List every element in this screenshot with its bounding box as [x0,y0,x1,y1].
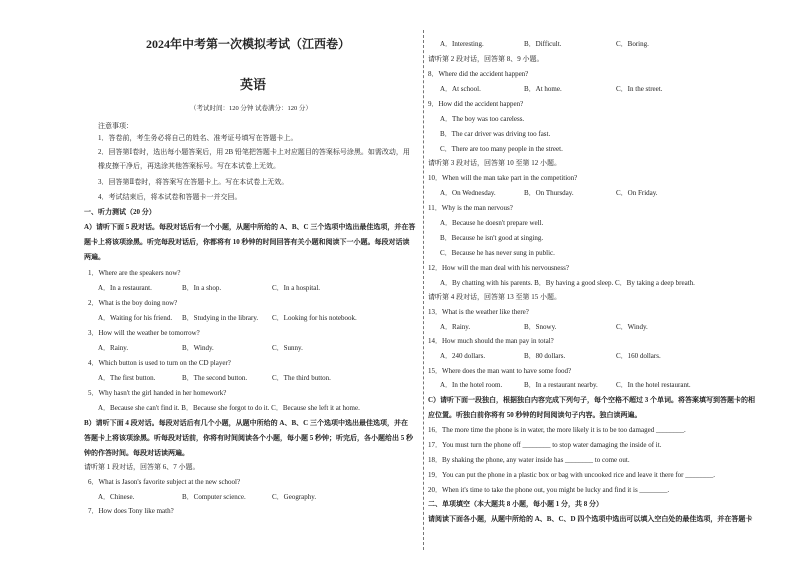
option-a: A．At school. [440,85,481,93]
question-14: 14．How much should the man pay in total? [428,337,554,345]
note-1: 1．答卷前，考生务必将自己的姓名、准考证号填写在答题卡上。 [98,134,298,142]
section-single-choice-instr: 请阅读下面各小题，从题中所给的 A、B、C、D 四个选项中选出可以填入空白处的最佳选项，并在答题卡 [428,515,753,523]
option-a: A．In the hotel room. [440,381,503,389]
option-c: C．In a hospital. [272,284,321,292]
option-c: C．On Friday. [616,189,658,197]
section-a-instr: 两遍。 [84,253,105,261]
listen-instruction: 请听第 3 段对话，回答第 10 至第 12 小题。 [428,159,561,167]
question-12-options: A．By chatting with his parents. B．By having a good sleep. C．By taking a deep breath. [440,279,695,287]
option-b: B．Because he isn't good at singing. [440,234,544,242]
section-b-instr: B）请听下面 4 段对话。每段对话后有几个小题，从题中所给的 A、B、C 三个选项中选出最佳选项，并在 [84,419,408,427]
option-b: B．The second button. [182,374,248,382]
option-b: B．Studying in the library. [182,314,259,322]
option-c: C．Boring. [616,40,649,48]
option-c: C．Geography. [272,493,317,501]
question-10: 10．When will the man take part in the competition? [428,174,578,182]
section-a-instr: A）请听下面 5 段对话。每段对话后有一个小题，从题中所给的 A、B、C 三个选项中选出最佳选项，并在答 [84,223,416,231]
section-c-instr: C）请听下面一段独白，根据独白内容完成下列句子，每个空格不超过 3 个单词。将答案填写到答题卡的相 [428,396,756,404]
option-a: A．Interesting. [440,40,484,48]
question-1: 1．Where are the speakers now? [88,269,181,277]
option-c: C．In the street. [616,85,663,93]
question-6: 6．What is Jason's favorite subject at the new school? [88,478,241,486]
question-20: 20．When it's time to take the phone out, you might be lucky and find it is ________. [428,486,670,494]
option-a: A．Chinese. [98,493,135,501]
question-17: 17．You must turn the phone off ________ to stop water damaging the inside of it. [428,441,662,449]
option-b: B．Windy. [182,344,214,352]
listen-instruction: 请听第 2 段对话，回答第 8、9 小题。 [428,55,544,63]
option-a: A．Waiting for his friend. [98,314,173,322]
option-b: B．80 dollars. [524,352,566,360]
question-15: 15．Where does the man want to have some food? [428,367,572,375]
question-5: 5．Why hasn't the girl handed in her homework? [88,389,227,397]
question-3: 3．How will the weather be tomorrow? [88,329,200,337]
option-c: C．Sunny. [272,344,303,352]
question-5-options: A．Because she can't find it. B．Because she forgot to do it. C．Because she left it at home. [98,404,360,412]
question-9: 9．How did the accident happen? [428,100,524,108]
option-b: B．In a restaurant nearby. [524,381,598,389]
option-a: A．Rainy. [98,344,129,352]
question-16: 16．The more time the phone is in water, the more likely it is to be too damaged ________. [428,426,686,434]
option-c: C．160 dollars. [616,352,661,360]
option-c: C．In the hotel restaurant. [616,381,691,389]
column-divider [423,30,424,550]
note-2: 2．回答第Ⅰ卷时，选出每小题答案后，用 2B 铅笔把答题卡上对应题目的答案标号涂黑。如需改动，用 [98,148,410,156]
section-b-instr: 答题卡上将该项涂黑。听每段对话前，你将有时间阅读各个小题，每小题 5 秒钟；听完后，各小题给出 5 秒 [84,434,413,442]
option-b: B．Computer science. [182,493,246,501]
option-b: B．At home. [524,85,562,93]
option-a: A．Because he doesn't prepare well. [440,219,544,227]
exam-title: 2024年中考第一次模拟考试（江西卷） [146,37,351,51]
question-18: 18．By shaking the phone, any water inside has ________ to come out. [428,456,630,464]
option-a: A．240 dollars. [440,352,486,360]
option-a: A．The boy was too careless. [440,115,525,123]
question-19: 19．You can put the phone in a plastic box or bag with uncooked rice and leave it there for ________. [428,471,715,479]
question-12: 12．How will the man deal with his nervousness? [428,264,569,272]
option-c: C．Looking for his notebook. [272,314,357,322]
option-b: B．Difficult. [524,40,562,48]
section-listening: 一、听力测试（20 分） [84,208,156,216]
note-2-cont: 橡皮擦干净后，再选涂其他答案标号。写在本试卷上无效。 [98,162,280,170]
listen-instruction: 请听第 4 段对话，回答第 13 至第 15 小题。 [428,293,561,301]
option-a: A．In a restaurant. [98,284,152,292]
option-b: B．On Thursday. [524,189,574,197]
question-2: 2．What is the boy doing now? [88,299,178,307]
option-c: C．Windy. [616,323,648,331]
note-4: 4．考试结束后，将本试卷和答题卡一并交回。 [98,193,242,201]
listen-instruction: 请听第 1 段对话，回答第 6、7 小题。 [84,463,200,471]
exam-info: （考试时间：120 分钟 试卷满分：120 分） [190,105,312,112]
section-b-instr: 钟的作答时间。每段对话读两遍。 [84,449,189,457]
option-b: B．The car driver was driving too fast. [440,130,551,138]
option-c: C．There are too many people in the street. [440,145,563,153]
question-7: 7．How does Tony like math? [88,507,174,515]
question-8: 8．Where did the accident happen? [428,70,529,78]
section-c-instr: 应位置。听独白前你将有 50 秒钟的时间阅读句子内容。独白读两遍。 [428,411,642,419]
option-b: B．In a shop. [182,284,222,292]
subject-title: 英语 [240,77,267,92]
option-a: A．The first button. [98,374,156,382]
option-c: C．Because he has never sung in public. [440,249,555,257]
notes-heading: 注意事项： [98,122,133,130]
question-4: 4．Which button is used to turn on the CD player? [88,359,231,367]
section-single-choice: 二、单项填空（本大题共 8 小题，每小题 1 分，共 8 分） [428,500,603,508]
option-b: B．Snowy. [524,323,557,331]
section-a-instr: 题卡上将该项涂黑。听完每段对话后，你都将有 10 秒钟的时间回答有关小题和阅读下一小题。每段对话读 [84,238,410,246]
option-a: A．On Wednesday. [440,189,496,197]
option-a: A．Rainy. [440,323,471,331]
question-11: 11．Why is the man nervous? [428,204,513,212]
question-13: 13．What is the weather like there? [428,308,529,316]
note-3: 3．回答第Ⅱ卷时，将答案写在答题卡上。写在本试卷上无效。 [98,178,289,186]
option-c: C．The third button. [272,374,331,382]
